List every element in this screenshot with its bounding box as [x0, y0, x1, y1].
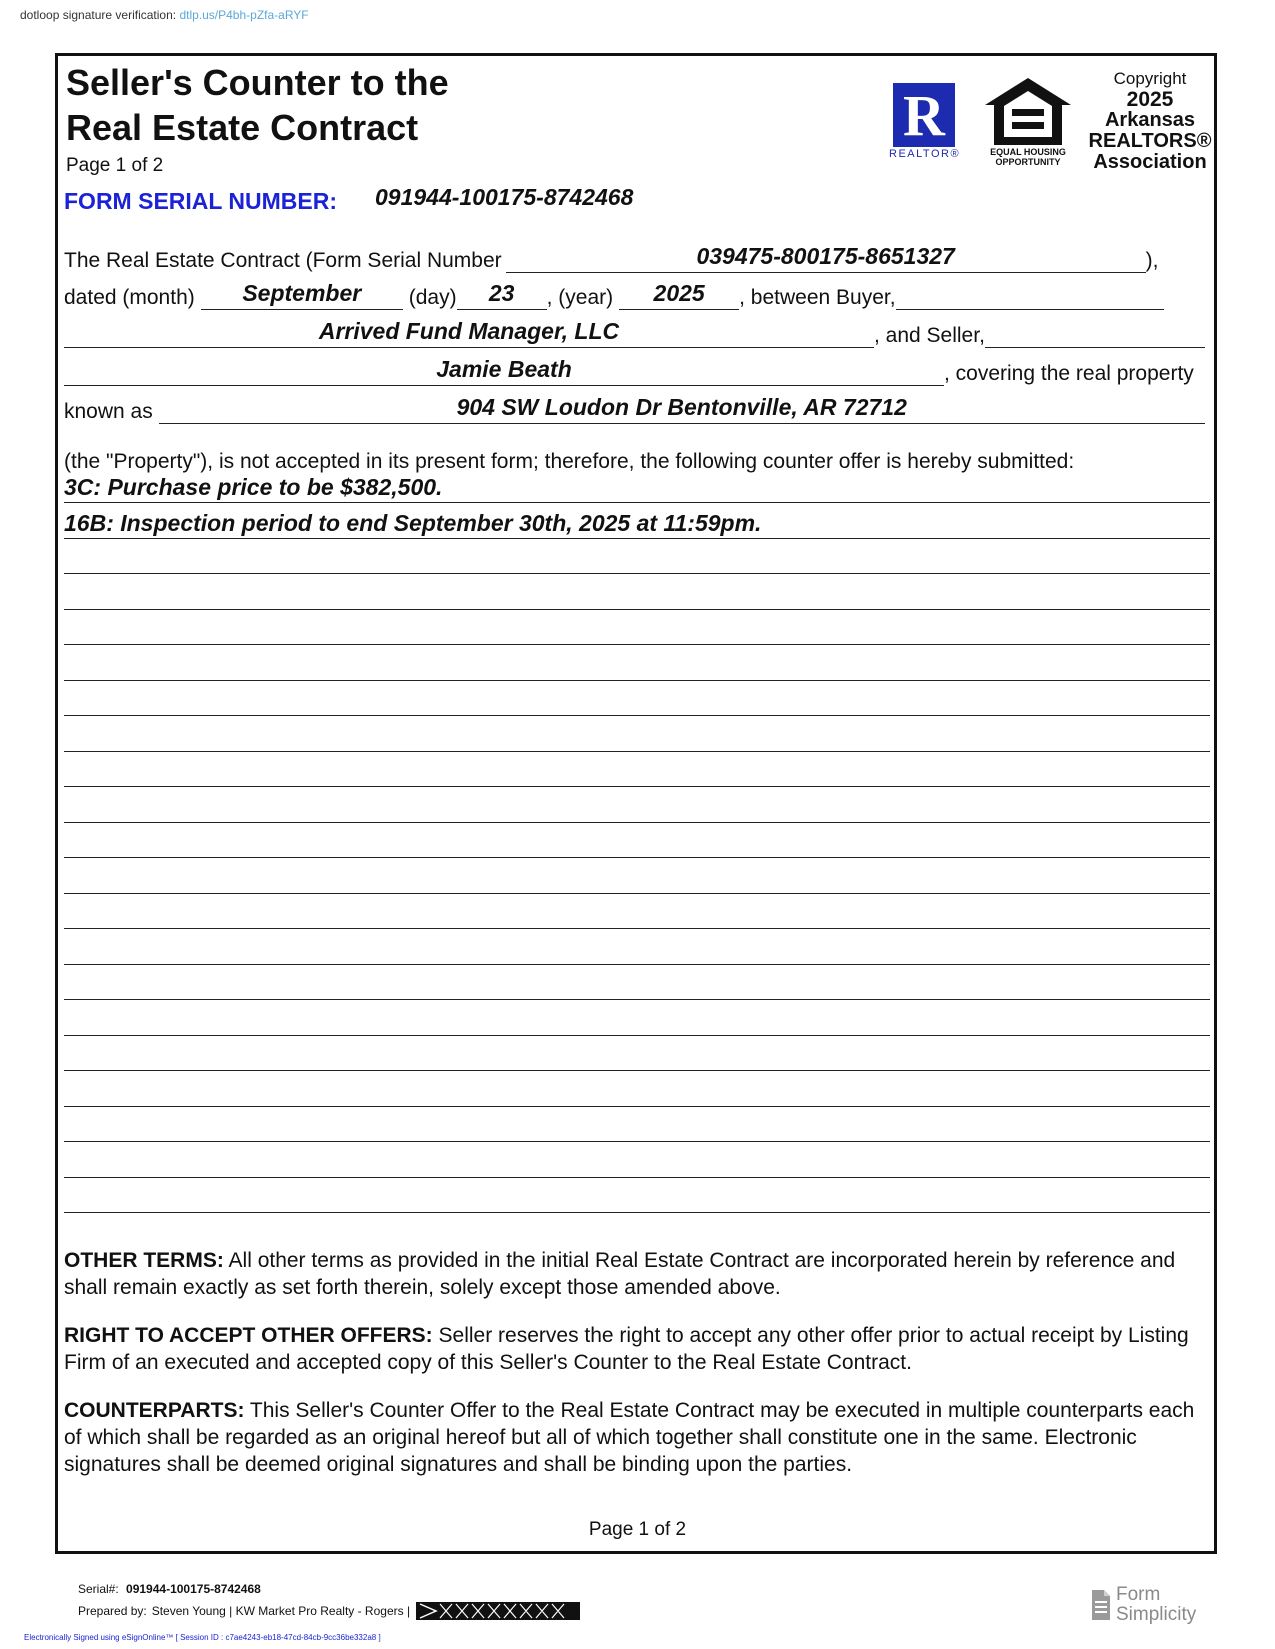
year-field [619, 280, 739, 310]
counter-line [64, 964, 1210, 965]
copyright-association: Association [1093, 151, 1207, 173]
counter-line [64, 1212, 1210, 1213]
contract-serial-row [64, 241, 1158, 273]
property-row [64, 392, 1205, 424]
copyright-year: 2025 [1126, 88, 1174, 111]
form-title [66, 60, 449, 150]
counter-line [64, 822, 1210, 823]
right-to-accept-clause [64, 1322, 1214, 1376]
dated-month-label: dated (month) [64, 286, 195, 309]
covering-label: , covering the real property [944, 362, 1194, 385]
contract-serial-field [506, 243, 1146, 273]
counter-line [64, 1070, 1210, 1071]
verification-label: dotloop signature verification: [20, 8, 177, 22]
counter-line [64, 751, 1210, 752]
verification-line [20, 8, 309, 22]
between-buyer-label: , between Buyer, [739, 286, 896, 309]
document-icon [1090, 1588, 1112, 1622]
prepared-by-label: Prepared by: [78, 1604, 147, 1618]
form-serial-label: FORM SERIAL NUMBER: [64, 188, 338, 214]
copyright-realtors: REALTORS® [1088, 130, 1212, 152]
counter-line [64, 715, 1210, 716]
seller-field [64, 356, 944, 386]
footer-serial-label: Serial#: [78, 1582, 119, 1596]
not-accepted-text: (the "Property"), is not accepted in its present form; therefore, the following counter offer is hereby submitted: [64, 450, 1075, 473]
seller-row [64, 354, 1194, 386]
contract-serial-value: 039475-800175-8651327 [696, 243, 955, 269]
equal-housing-icon [982, 75, 1074, 147]
copyright-block [1085, 68, 1215, 173]
month-field [201, 280, 403, 310]
esign-notice: Electronically Signed using eSignOnline™ [ Session ID : c7ae4243-eb18-47cd-84cb-9cc36be332a8 ] [24, 1633, 381, 1642]
buyer-trailing-line [896, 283, 1164, 310]
counter-term: 16B: Inspection period to end September 30th, 2025 at 11:59pm. [64, 509, 762, 536]
equal-housing-text [978, 147, 1078, 167]
counter-line [64, 680, 1210, 681]
title-line-1: Seller's Counter to the [66, 62, 449, 103]
counter-line [64, 857, 1210, 858]
realtor-logo-text: REALTOR® [889, 148, 961, 160]
brand-line-1: Form [1116, 1584, 1161, 1605]
intro-text: The Real Estate Contract (Form Serial Number [64, 249, 502, 272]
counter-line [64, 644, 1210, 645]
right-to-accept-heading: RIGHT TO ACCEPT OTHER OFFERS: [64, 1324, 433, 1347]
counterparts-heading: COUNTERPARTS: [64, 1399, 245, 1422]
counter-line [64, 1106, 1210, 1107]
counter-line [64, 893, 1210, 894]
counterparts-body: This Seller's Counter Offer to the Real Estate Contract may be executed in multiple counterparts each of which shall be regarded as an original hereof but all of which together shall constitute one in the same. Electronic signatures shall be deemed original signatures and shall be binding upon the parties. [64, 1399, 1195, 1476]
intro-close: ), [1145, 249, 1159, 272]
counter-line [64, 573, 1210, 574]
buyer-row [64, 316, 1205, 348]
prepared-by-value: Steven Young | KW Market Pro Realty - Rogers | [151, 1604, 411, 1618]
counter-line [64, 1177, 1210, 1178]
buyer-value: Arrived Fund Manager, LLC [318, 318, 620, 344]
other-terms-clause [64, 1247, 1214, 1301]
property-value: 904 SW Loudon Dr Bentonville, AR 72712 [456, 394, 907, 420]
counter-line [64, 474, 1210, 503]
and-seller-label: , and Seller, [874, 324, 985, 347]
eho-line-1: EQUAL HOUSING [990, 147, 1066, 157]
form-simplicity-logo [1090, 1585, 1196, 1625]
other-terms-body: All other terms as provided in the initial Real Estate Contract are incorporated herein by reference and shall remain exactly as set forth therein, solely except those amended above. [64, 1249, 1176, 1299]
form-serial-value: 091944-100175-8742468 [375, 184, 634, 210]
seller-trailing-line [985, 321, 1205, 348]
page-number-top: Page 1 of 2 [66, 155, 164, 176]
month-value: September [242, 280, 362, 306]
year-value: 2025 [653, 280, 705, 306]
form-serial [64, 184, 634, 215]
counter-line [64, 1035, 1210, 1036]
page-number-bottom: Page 1 of 2 [588, 1519, 687, 1540]
day-field [457, 280, 547, 310]
buyer-field [64, 318, 874, 348]
year-label: , (year) [546, 286, 614, 309]
counter-line [64, 509, 1210, 539]
counter-line [64, 928, 1210, 929]
verification-link[interactable]: dtlp.us/P4bh-pZfa-aRYF [179, 8, 309, 22]
footer-serial [78, 1582, 261, 1596]
footer-serial-value: 091944-100175-8742468 [126, 1582, 261, 1596]
day-label: (day) [408, 286, 457, 309]
redacted-barcode [416, 1602, 580, 1620]
copyright-state: Arkansas [1104, 109, 1196, 131]
eho-line-2: OPPORTUNITY [995, 157, 1061, 167]
realtor-logo-icon: R [893, 83, 955, 147]
property-field [159, 394, 1205, 424]
title-line-2: Real Estate Contract [66, 107, 419, 148]
other-terms-heading: OTHER TERMS: [64, 1249, 224, 1272]
counter-line [64, 786, 1210, 787]
right-to-accept-body: Seller reserves the right to accept any other offer prior to actual receipt by Listing Firm of an executed and accepted copy of this Seller's Counter to the Real Estate Contract. [64, 1324, 1189, 1374]
counter-term: 3C: Purchase price to be $382,500. [64, 474, 443, 500]
known-as-label: known as [64, 400, 153, 423]
day-value: 23 [488, 280, 515, 306]
copyright-label: Copyright [1113, 69, 1187, 88]
counter-line [64, 609, 1210, 610]
counter-line [64, 1141, 1210, 1142]
seller-value: Jamie Beath [436, 356, 572, 382]
counter-line [64, 999, 1210, 1000]
counterparts-clause [64, 1397, 1214, 1478]
brand-line-2: Simplicity [1116, 1604, 1197, 1625]
footer-prepared-by [78, 1602, 580, 1620]
date-row [64, 278, 1164, 310]
